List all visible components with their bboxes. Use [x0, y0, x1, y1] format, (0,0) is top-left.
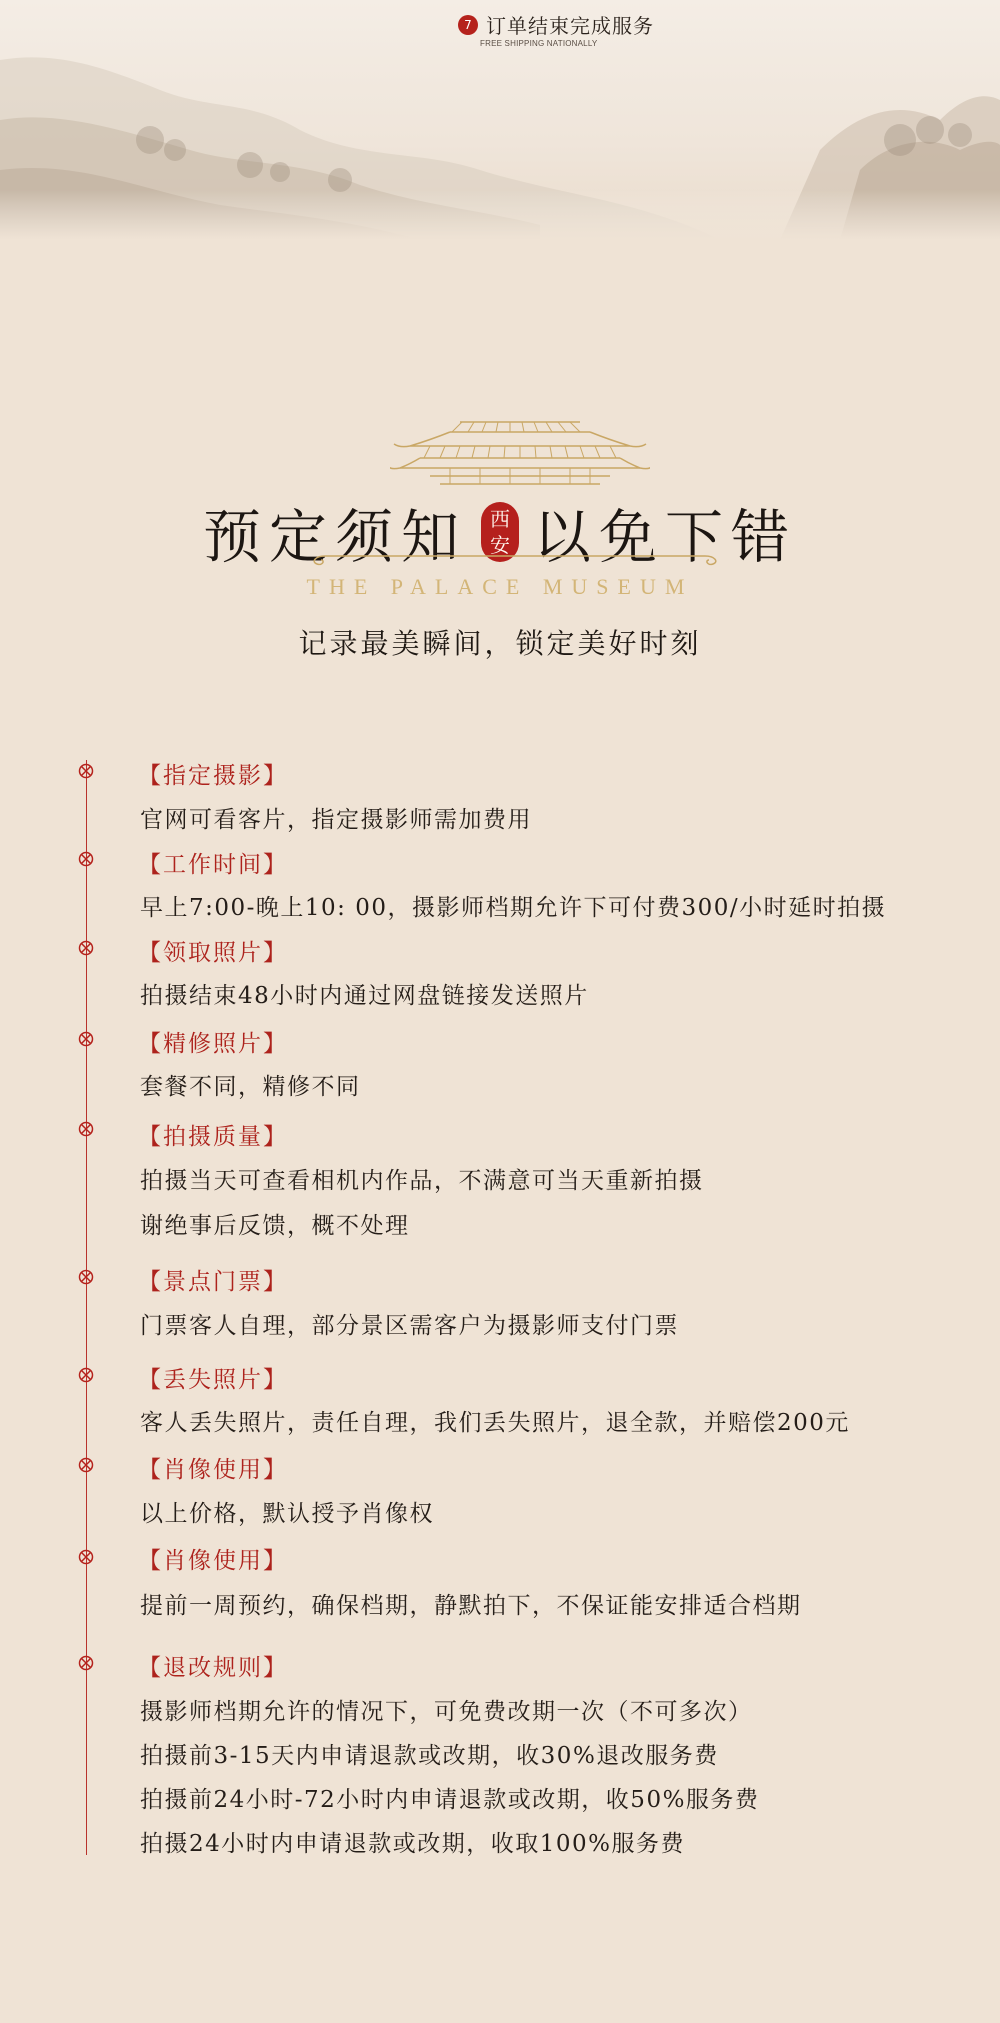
notice-title: 【拍摄质量】: [138, 1124, 288, 1150]
notice-line: 拍摄24小时内申请退款或改期，收取100%服务费: [140, 1831, 686, 1857]
palace-roof-icon: [390, 410, 650, 490]
title-frame-ornament: [305, 548, 725, 570]
notice-title: 【工作时间】: [138, 852, 288, 878]
notice-title: 【退改规则】: [138, 1655, 288, 1681]
notice-line: 提前一周预约，确保档期，静默拍下，不保证能安排适合档期: [140, 1593, 802, 1619]
notice-line: 摄影师档期允许的情况下，可免费改期一次（不可多次）: [140, 1699, 753, 1725]
notice-line: 以上价格，默认授予肖像权: [140, 1501, 434, 1527]
notice-title: 【丢失照片】: [138, 1367, 288, 1393]
knot-ornament-icon: [77, 1654, 95, 1672]
step-subtext: FREE SHIPPING NATIONALLY: [480, 39, 598, 48]
notice-title: 【景点门票】: [138, 1269, 288, 1295]
notice-title: 【指定摄影】: [138, 763, 288, 789]
step-row: [458, 10, 654, 39]
notice-title: 【领取照片】: [138, 940, 288, 966]
knot-ornament-icon: [77, 1030, 95, 1048]
notice-title: 【精修照片】: [138, 1031, 288, 1057]
notice-line: 拍摄前3-15天内申请退款或改期，收30%退改服务费: [140, 1743, 719, 1769]
knot-ornament-icon: [77, 1548, 95, 1566]
top-banner: [0, 0, 1000, 240]
notice-line: 门票客人自理，部分景区需客户为摄影师支付门票: [140, 1313, 679, 1339]
notice-line: 拍摄结束48小时内通过网盘链接发送照片: [140, 983, 589, 1009]
red-seal-icon: 西安: [481, 502, 519, 562]
notice-line: 官网可看客片，指定摄影师需加费用: [140, 807, 532, 833]
subtitle: 记录最美瞬间，锁定美好时刻: [298, 627, 702, 660]
notice-title: 【肖像使用】: [138, 1548, 288, 1574]
notice-line: 早上7:00-晚上10: 00，摄影师档期允许下可付费300/小时延时拍摄: [140, 895, 887, 921]
knot-ornament-icon: [77, 1366, 95, 1384]
knot-ornament-icon: [77, 1456, 95, 1474]
timeline-line: [86, 760, 87, 1855]
knot-ornament-icon: [77, 1120, 95, 1138]
knot-ornament-icon: [77, 850, 95, 868]
knot-ornament-icon: [77, 939, 95, 957]
step-number-badge: 7: [458, 15, 478, 35]
title-left: 预定须知: [202, 503, 467, 571]
notice-line: 拍摄前24小时-72小时内申请退款或改期，收50%服务费: [140, 1787, 760, 1813]
step-text: 订单结束完成服务: [486, 14, 654, 38]
knot-ornament-icon: [77, 1268, 95, 1286]
notice-line: 客人丢失照片，责任自理，我们丢失照片，退全款，并赔偿200元: [140, 1410, 850, 1436]
notice-line: 谢绝事后反馈，概不处理: [140, 1213, 410, 1239]
notice-line: 拍摄当天可查看相机内作品，不满意可当天重新拍摄: [140, 1168, 704, 1194]
museum-english-title: THE PALACE MUSEUM: [306, 574, 694, 599]
notice-line: 套餐不同，精修不同: [140, 1074, 361, 1100]
knot-ornament-icon: [77, 762, 95, 780]
notice-header: [0, 400, 1000, 680]
title-right: 以免下错: [533, 503, 798, 571]
notice-title: 【肖像使用】: [138, 1457, 288, 1483]
